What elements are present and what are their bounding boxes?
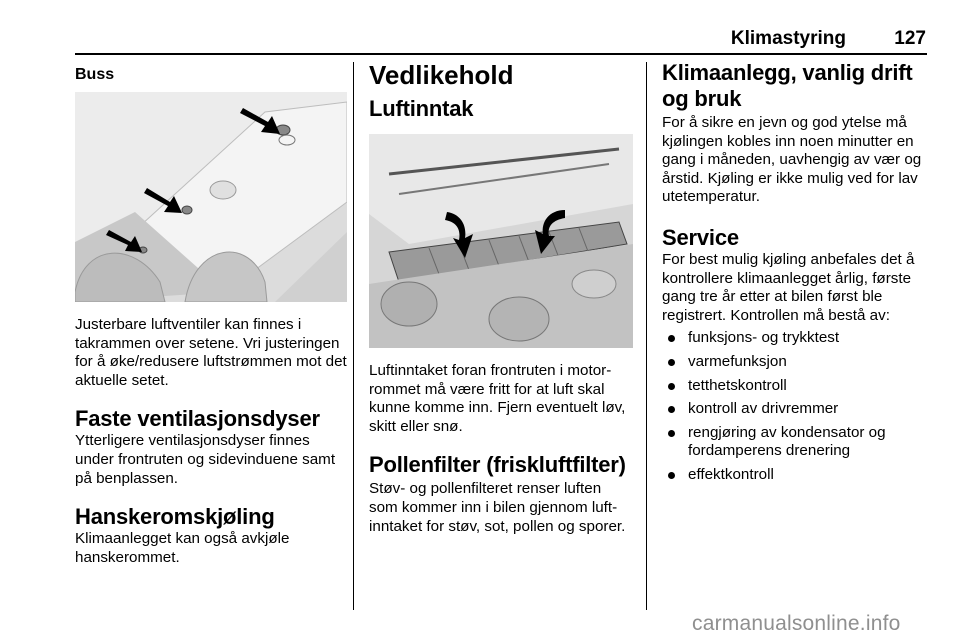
heading-luftinntak: Luftinntak xyxy=(369,96,474,121)
service-checklist xyxy=(662,329,928,484)
column-2 xyxy=(369,60,633,536)
column-1 xyxy=(75,60,347,567)
body-hanskeromskjoling: Klimaanlegget kan også avkjøle hanskerommet. xyxy=(75,530,290,566)
list-item: tetthetskontroll xyxy=(662,377,928,396)
section-label-buss: Buss xyxy=(75,66,115,83)
figure-roof-vents xyxy=(75,92,347,302)
bullet-icon xyxy=(668,430,675,437)
body-service: For best mulig kjøling anbefales det å kontrollere klimaanlegget årlig, første gang tre år etter at bilen først ble registrert. Kontrollen må bestå av: xyxy=(662,250,915,324)
page-header xyxy=(0,0,960,54)
reservoir xyxy=(572,270,616,298)
heading-service: Service xyxy=(662,224,739,250)
list-item: rengjøring av kondensator og fordamperens drenering xyxy=(662,424,928,461)
strut-tower-left xyxy=(381,282,437,326)
column-divider-2 xyxy=(646,62,647,610)
heading-faste-ventilasjonsdyser: Faste ventilasjonsdyser xyxy=(75,406,320,432)
header-rule xyxy=(75,53,927,55)
bullet-icon xyxy=(668,472,675,479)
bullet-icon xyxy=(668,335,675,342)
page-number: 127 xyxy=(894,28,926,49)
body-pollenfilter: Støv- og pollenfilteret renser luften som kommer inn i bilen gjennom luftinntaket for støv, sot, pollen og sporer. xyxy=(369,480,626,535)
heading-pollenfilter: Pollenfilter (friskluftfilter) xyxy=(369,452,626,478)
list-item: varmefunksjon xyxy=(662,353,928,372)
body-faste-ventilasjonsdyser: Ytterligere ventilasjonsdyser finnes under frontruten og sidevinduene samt på benplassen. xyxy=(75,432,336,487)
watermark: carmanualsonline.info xyxy=(692,612,901,635)
header-title: Klimastyring xyxy=(730,28,846,49)
heading-hanskeromskjoling: Hanskeromskjøling xyxy=(75,504,275,530)
column-3 xyxy=(662,60,928,490)
column-divider-1 xyxy=(353,62,354,610)
list-item: funksjons- og trykktest xyxy=(662,329,928,348)
caption-roof-vents: Justerbare luftventiler kan finnes i takrammen over setene. Vri justeringen for å øke/redusere luftstrømmen mot det aktuelle setet. xyxy=(75,316,347,389)
strut-tower-right xyxy=(489,297,549,341)
body-luftinntak: Luftinntaket foran frontruten i motorrommet må være fritt for at luft skal kunne komme inn. Fjern eventuelt løv, skitt eller snø. xyxy=(369,362,626,435)
heading-klimaanlegg-drift: Klimaanlegg, vanlig drift og bruk xyxy=(662,60,913,111)
heading-vedlikehold: Vedlikehold xyxy=(369,60,514,90)
figure-air-intake xyxy=(369,134,633,348)
list-item: kontroll av drivremmer xyxy=(662,400,928,419)
vent-2 xyxy=(182,206,192,214)
list-item: effektkontroll xyxy=(662,466,928,485)
bullet-icon xyxy=(668,359,675,366)
bullet-icon xyxy=(668,406,675,413)
dome-light xyxy=(210,181,236,199)
bullet-icon xyxy=(668,383,675,390)
body-klimaanlegg-drift: For å sikre en jevn og god ytelse må kjølingen kobles inn noen minutter en gang i måneden, uavhengig av vær og årstid. Kjøling er ikke mulig ved for lav utetemperatur. xyxy=(662,114,922,206)
